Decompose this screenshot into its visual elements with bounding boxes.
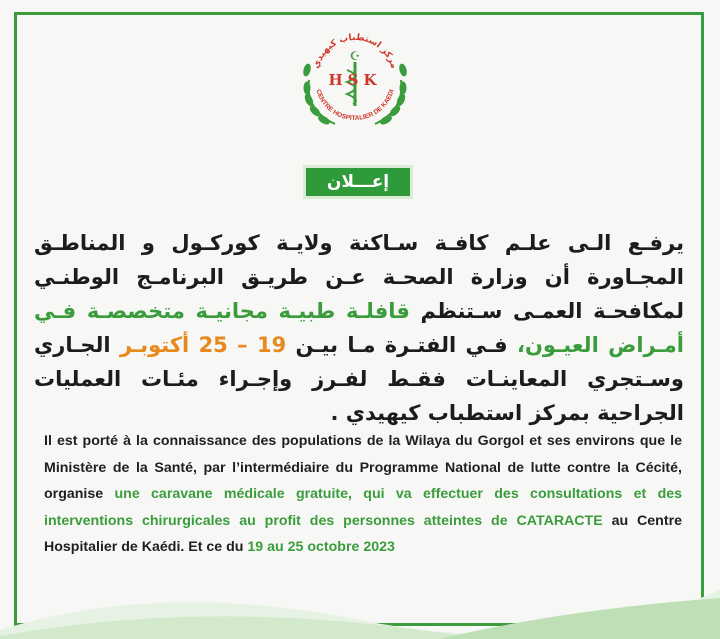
french-highlight-caravan: une caravane médicale gratuite, qui va effectuer des consultations et des interventions chirurgicales au profit des personnes atteintes de CATARACTE (44, 486, 683, 529)
arabic-highlight-caravan: قافلـة طبيـة مجانيـة متخصصـة فـي أمـراض العيـون، (34, 299, 684, 357)
french-text-1: Il est porté à la connaissance des populations de la Wilaya du Gorgol et ses environs que le Ministère de la Santé, par l’intermédiaire du Programme National de lutte contre la Cécité, organise (44, 433, 682, 502)
logo-arc-bottom: CENTRE HOSPITALIER DE KAEDI (314, 88, 396, 123)
logo-arc-top: مركز استطباب كيهيدي (311, 32, 399, 70)
french-text-2: au Centre Hospitalier de Kaédi. Et ce du (44, 512, 682, 555)
hospital-logo (295, 20, 415, 132)
arabic-announcement (34, 226, 684, 430)
arabic-text-1: يرفـع الـى علـم كافـة سـاكنة ولايـة كوركـول و المناطـق المجـاورة أن وزارة الصحـة عـن طريـق البرنامـج الوطنـي لمكافحـة العمـى سـتنظم (34, 231, 685, 323)
decorative-waves (0, 560, 720, 639)
announcement-badge: إعـــلان (306, 168, 410, 196)
arabic-highlight-dates: 19 – 25 أكتوبـر (119, 333, 287, 357)
french-announcement (44, 428, 682, 561)
arabic-text-3: الجـاري وسـتجري المعاينـات فقـط لفـرز وإجـراء مئـات العمليات الجراحية بمركز استطباب كيهيدي . (34, 333, 684, 425)
crescent-icon: ☪ (349, 49, 361, 63)
french-highlight-dates: 19 au 25 octobre 2023 (247, 539, 395, 555)
logo-letters: HSK (328, 71, 382, 89)
arabic-text-2: فـي الفتـرة مـا بيـن (295, 333, 508, 357)
